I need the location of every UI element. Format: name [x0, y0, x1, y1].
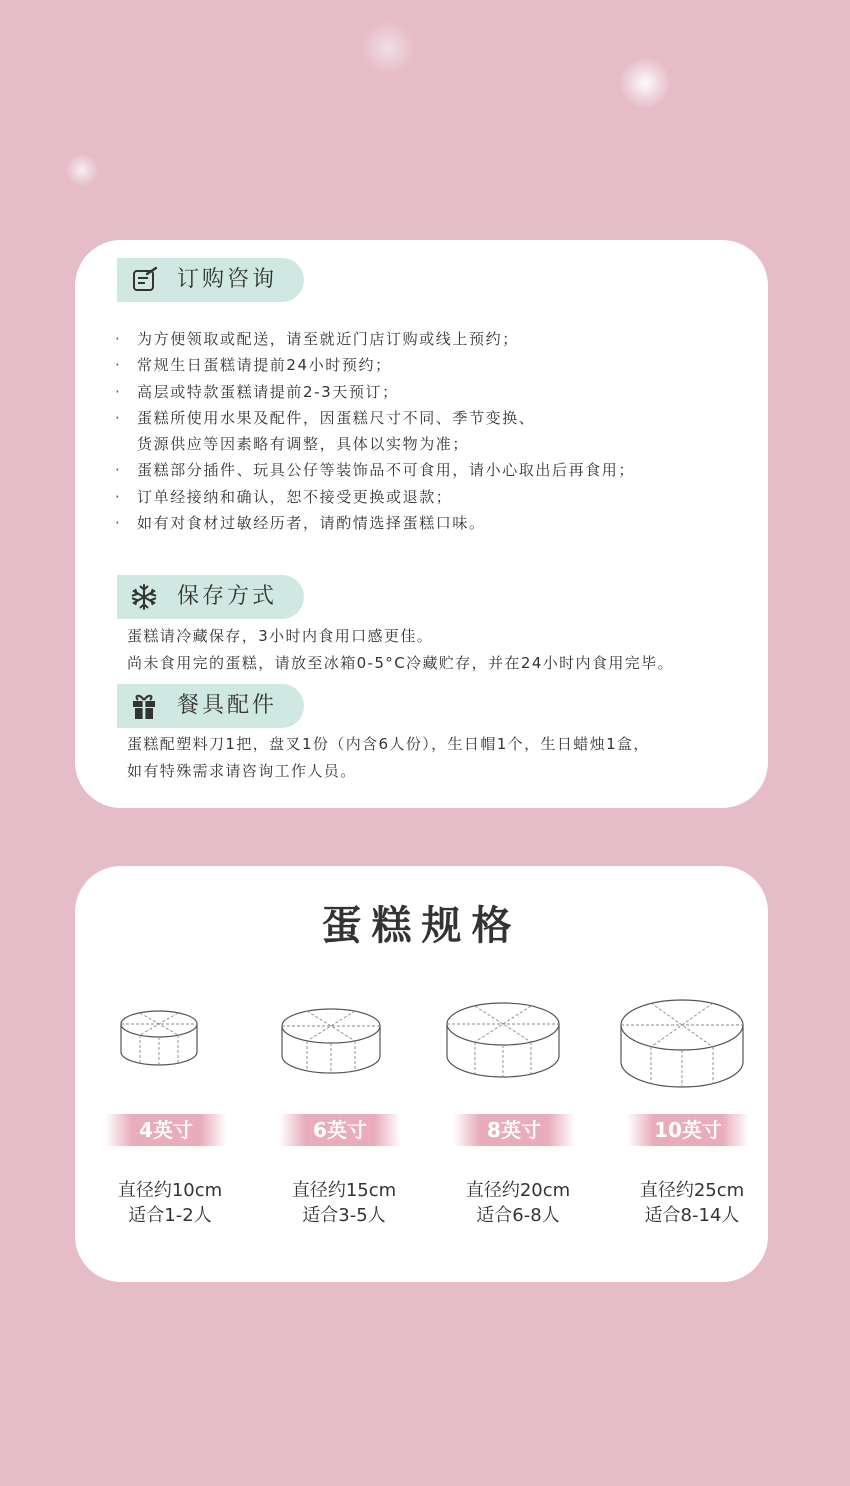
text-line: 如有特殊需求请咨询工作人员。 — [127, 761, 357, 780]
list-item: · 蛋糕所使用水果及配件，因蛋糕尺寸不同、季节变换、 货源供应等因素略有调整，具体以实物为准； — [115, 405, 735, 458]
servings-text: 适合6-8人 — [476, 1205, 560, 1226]
size-description — [431, 1178, 605, 1228]
cake-size-card — [75, 866, 768, 1282]
list-item: · 蛋糕部分插件、玩具公仔等装饰品不可食用，请小心取出后再食用； — [115, 457, 735, 483]
section-title: 餐具配件 — [177, 693, 278, 718]
size-label: 10英寸 — [627, 1114, 749, 1146]
size-description — [257, 1178, 431, 1228]
text-line: 蛋糕请冷藏保存，3小时内食用口感更佳。 — [127, 627, 434, 645]
section-title: 订购咨询 — [177, 267, 278, 292]
order-info-card — [75, 240, 768, 808]
storage-method-header — [117, 575, 304, 619]
servings-text: 适合3-5人 — [302, 1205, 386, 1226]
size-option-4-inch — [83, 994, 257, 1244]
size-label: 6英寸 — [279, 1114, 401, 1146]
section-title: 保存方式 — [177, 584, 278, 609]
cake-4-inch-icon — [83, 994, 257, 1094]
size-option-6-inch — [257, 994, 431, 1244]
sparkle-decoration — [66, 154, 98, 186]
size-label: 8英寸 — [453, 1114, 575, 1146]
cake-8-inch-icon — [431, 994, 605, 1094]
list-item: · 常规生日蛋糕请提前24小时预约； — [115, 352, 735, 378]
cake-6-inch-icon — [257, 994, 431, 1094]
diameter-text: 直径约15cm — [291, 1180, 397, 1201]
list-item: · 如有对食材过敏经历者，请酌情选择蛋糕口味。 — [115, 510, 735, 536]
list-item: · 高层或特款蛋糕请提前2-3天预订； — [115, 379, 735, 405]
list-item: · 订单经接纳和确认，恕不接受更换或退款； — [115, 484, 735, 510]
order-notes-list — [115, 326, 735, 536]
sparkle-decoration — [362, 22, 414, 74]
order-form-icon — [129, 265, 159, 295]
diameter-text: 直径约25cm — [639, 1180, 745, 1201]
size-description — [605, 1178, 779, 1228]
size-option-8-inch — [431, 994, 605, 1244]
diameter-text: 直径约10cm — [117, 1180, 223, 1201]
size-option-10-inch — [605, 994, 779, 1244]
gift-icon — [129, 691, 159, 721]
servings-text: 适合1-2人 — [128, 1205, 212, 1226]
cake-10-inch-icon — [605, 994, 779, 1094]
text-line: 蛋糕配塑料刀1把，盘叉1份（内含6人份），生日帽1个，生日蜡烛1盒， — [127, 735, 650, 753]
text-line: 尚未食用完的蛋糕，请放至冰箱0-5°C冷藏贮存，并在24小时内食用完毕。 — [127, 653, 674, 672]
size-label: 4英寸 — [105, 1114, 227, 1146]
tableware-header — [117, 684, 304, 728]
list-item: · 为方便领取或配送，请至就近门店订购或线上预约； — [115, 326, 735, 352]
page-title: 蛋糕规格 — [321, 903, 522, 949]
snowflake-icon — [129, 582, 159, 612]
sparkle-decoration — [620, 58, 670, 108]
diameter-text: 直径约20cm — [465, 1180, 571, 1201]
tableware-details — [127, 731, 747, 784]
size-description — [83, 1178, 257, 1228]
storage-instructions — [127, 623, 747, 676]
servings-text: 适合8-14人 — [644, 1205, 740, 1226]
order-inquiry-header — [117, 258, 304, 302]
